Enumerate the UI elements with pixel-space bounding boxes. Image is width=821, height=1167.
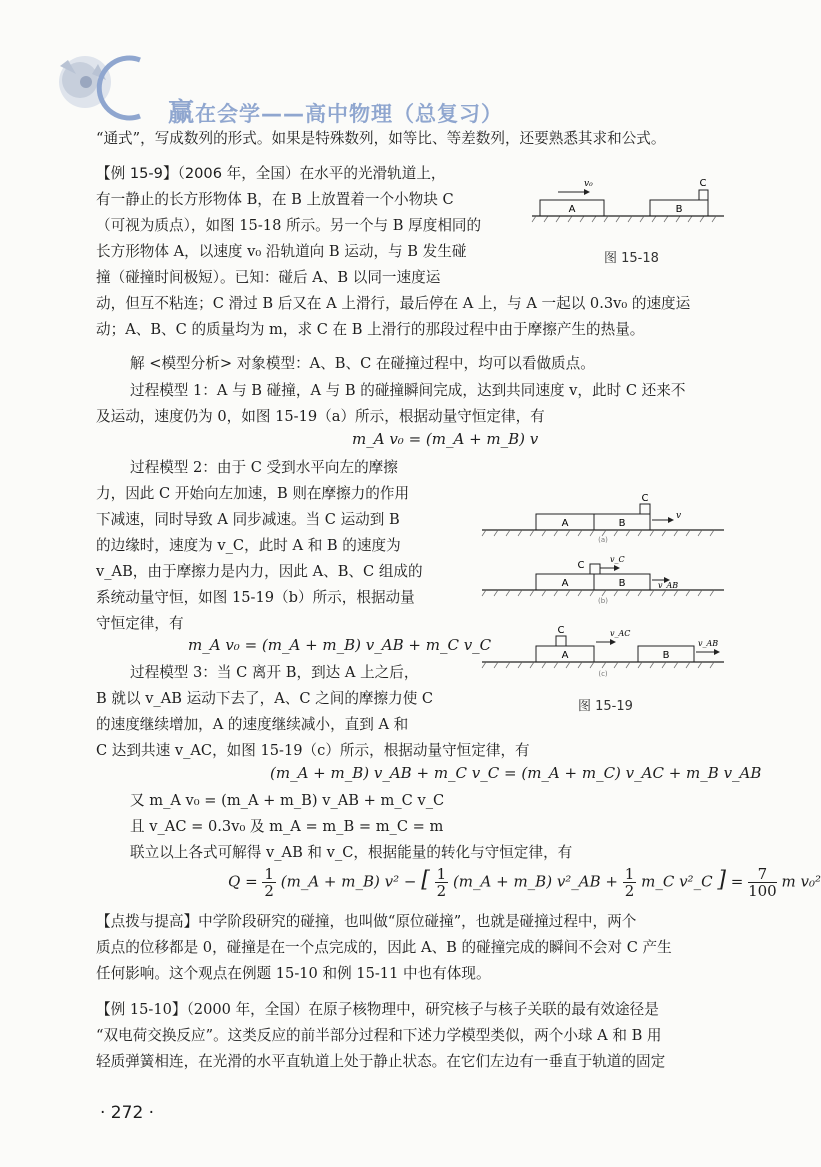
fig19a-label-v: v — [676, 511, 682, 521]
fig19-sub-c: (c) — [598, 670, 608, 678]
text-line: 过程模型 1：A 与 B 碰撞，A 与 B 的碰撞瞬间完成，达到共同速度 v，此时 C 还来不 — [130, 382, 686, 399]
fig18-label-c: C — [699, 178, 707, 189]
fig18-label-a: A — [568, 204, 576, 215]
fig19b-label-vc: v_C — [610, 555, 625, 564]
fig19c-label-c: C — [557, 625, 565, 636]
figure-15-18 — [528, 172, 728, 224]
example-15-10-heading: 【例 15-10】（2000 年，全国）在原子核物理中，研究核子与核子关联的最有效途径是 — [96, 1001, 659, 1018]
page-number: · 272 · — [100, 1103, 155, 1123]
equation-3: (m_A + m_B) v_AB + m_C v_C = (m_A + m_C) v_AC + m_B v_AB — [270, 764, 762, 782]
fig19-sub-b: (b) — [598, 597, 608, 605]
fig19c-label-b: B — [662, 650, 670, 661]
fig19a-label-a: A — [561, 518, 569, 529]
text-line: 且 v_AC = 0.3v₀ 及 m_A = m_B = m_C = m — [130, 818, 444, 835]
fig19a-label-c: C — [641, 493, 649, 504]
figure-15-19-caption: 图 15-19 — [578, 699, 633, 714]
fig19c-label-a: A — [561, 650, 569, 661]
text-line: 过程模型 2：由于 C 受到水平向左的摩擦 — [130, 459, 398, 476]
equation-2: m_A v₀ = (m_A + m_B) v_AB + m_C v_C — [188, 636, 492, 654]
text-line: 力，因此 C 开始向左加速，B 则在摩擦力的作用 — [96, 485, 410, 502]
text-line: 长方形物体 A，以速度 v₀ 沿轨道向 B 运动，与 B 发生碰 — [96, 243, 467, 260]
text-line: 守恒定律，有 — [96, 615, 184, 632]
fig19b-label-c: C — [577, 560, 585, 571]
text-line: 系统动量守恒，如图 15-19（b）所示，根据动量 — [96, 589, 415, 606]
header-ornament-icon — [40, 30, 180, 120]
text-line: 的速度继续增加，A 的速度继续减小，直到 A 和 — [96, 716, 409, 733]
header-title: 赢在会学——高中物理（总复习） — [168, 98, 504, 128]
text-line: 及运动，速度仍为 0，如图 15-19（a）所示，根据动量守恒定律，有 — [96, 408, 545, 425]
text-line: 动；A、B、C 的质量均为 m，求 C 在 B 上滑行的那段过程中由于摩擦产生的热量。 — [96, 321, 645, 338]
text-line: 有一静止的长方形物体 B，在 B 上放置着一个小物块 C — [96, 191, 454, 208]
text-line: 质点的位移都是 0，碰撞是在一个点完成的，因此 A、B 的碰撞完成的瞬间不会对 C 产生 — [96, 939, 672, 956]
fig19a-label-b: B — [618, 518, 626, 529]
text-line: B 就以 v_AB 运动下去了，A、C 之间的摩擦力使 C — [96, 690, 434, 707]
text-line: 的边缘时，速度为 v_C，此时 A 和 B 的速度为 — [96, 537, 401, 554]
tips-heading-line: 【点拨与提高】中学阶段研究的碰撞，也叫做“原位碰撞”，也就是碰撞过程中，两个 — [96, 913, 637, 930]
text-line: v_AB，由于摩擦力是内力，因此 A、B、C 组成的 — [96, 563, 423, 580]
page-header — [40, 30, 504, 128]
equation-1: m_A v₀ = (m_A + m_B) v — [352, 430, 539, 448]
figure-15-19 — [478, 490, 728, 690]
fig18-label-v0: v₀ — [584, 179, 593, 189]
solution-intro: 解 <模型分析> 对象模型：A、B、C 在碰撞过程中，均可以看做质点。 — [130, 355, 595, 372]
fig19c-label-vab: v_AB — [698, 639, 719, 648]
text-line: 下减速，同时导致 A 同步减速。当 C 运动到 B — [96, 511, 400, 528]
fig19-sub-a: (a) — [598, 536, 608, 544]
text-line: 撞（碰撞时间极短）。已知：碰后 A、B 以同一速度运 — [96, 269, 441, 286]
equation-4: Q = $\frac{1}{2}$ (m_A + m_B) v² − [ $\frac{1}{2}$ (m_A + m_B) v²_AB + $\frac{1}{2}$ m_C v²_C ] = $\frac{7}{100}$ m v₀² — [228, 865, 821, 900]
fig19b-label-a: A — [561, 578, 569, 589]
example-15-9-heading: 【例 15-9】（2006 年，全国）在水平的光滑轨道上， — [96, 165, 446, 182]
text-line: “双电荷交换反应”。这类反应的前半部分过程和下述力学模型类似，两个小球 A 和 B 用 — [96, 1027, 662, 1044]
fig19b-label-b: B — [618, 578, 626, 589]
text-line: 任何影响。这个观点在例题 15-10 和例 15-11 中也有体现。 — [96, 965, 491, 982]
figure-15-18-caption: 图 15-18 — [604, 251, 659, 266]
text-line: 又 m_A v₀ = (m_A + m_B) v_AB + m_C v_C — [130, 792, 445, 809]
fig18-label-b: B — [675, 204, 683, 215]
text-line: “通式”，写成数列的形式。如果是特殊数列，如等比、等差数列，还要熟悉其求和公式。 — [96, 130, 666, 147]
text-line: 轻质弹簧相连，在光滑的水平直轨道上处于静止状态。在它们左边有一垂直于轨道的固定 — [96, 1053, 666, 1070]
text-line: 过程模型 3：当 C 离开 B，到达 A 上之后， — [130, 664, 419, 681]
text-line: （可视为质点），如图 15-18 所示。另一个与 B 厚度相同的 — [96, 217, 482, 234]
text-line: C 达到共速 v_AC，如图 15-19（c）所示，根据动量守恒定律，有 — [96, 742, 530, 759]
fig19c-label-vac: v_AC — [610, 629, 631, 638]
fig19b-label-vab: v_AB — [658, 581, 679, 590]
text-line: 联立以上各式可解得 v_AB 和 v_C，根据能量的转化与守恒定律，有 — [130, 844, 573, 861]
text-line: 动，但互不粘连；C 滑过 B 后又在 A 上滑行，最后停在 A 上，与 A 一起以 0.3v₀ 的速度运 — [96, 295, 691, 312]
